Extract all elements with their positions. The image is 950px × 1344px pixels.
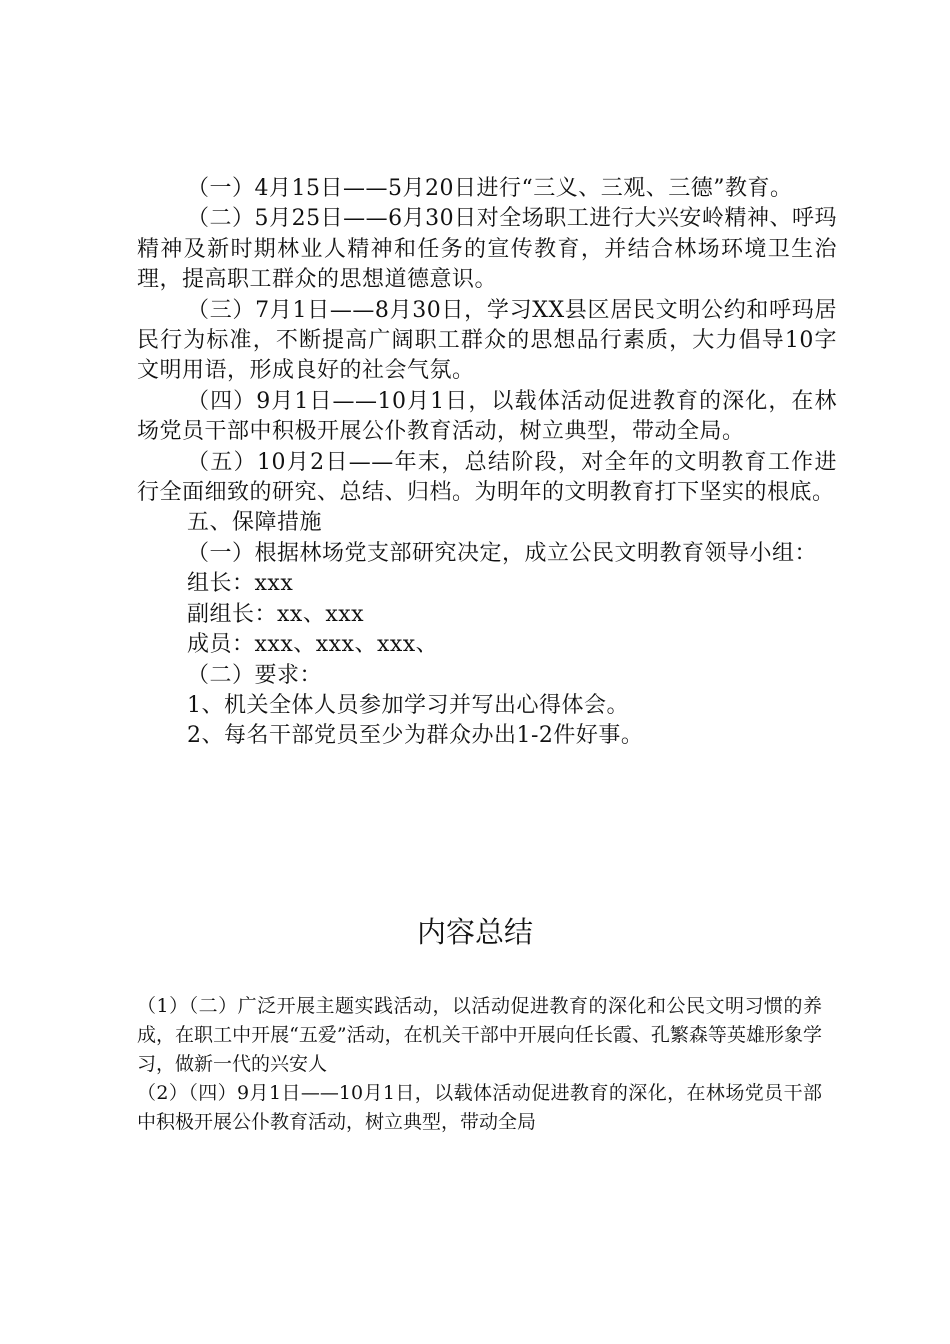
requirement-item: 1、机关全体人员参加学习并写出心得体会。 — [187, 692, 629, 718]
members-line: 成员：xxx、xxx、xxx、 — [187, 632, 439, 658]
summary-item: （1）（二）广泛开展主题实践活动，以活动促进教育的深化和公民文明习惯的养成，在职工中开展“五爱”活动，在机关干部中开展向任长霞、孔繁森等英雄形象学习，做新一代的兴安人 — [137, 995, 822, 1075]
body-paragraph: （一）4月15日——5月20日进行“三义、三观、三德”教育。 — [187, 176, 793, 201]
body-paragraph: （三）7月1日——8月30日，学习XX县区居民文明公约和呼玛居民行为标准，不断提高广阔职工群众的思想品行素质，大力倡导10字文明用语，形成良好的社会气氛。 — [137, 297, 837, 384]
body-paragraph: （五）10月2日——年末，总结阶段，对全年的文明教育工作进行全面细致的研究、总结、归档。为明年的文明教育打下坚实的根底。 — [137, 449, 837, 506]
section-heading: 五、保障措施 — [187, 510, 323, 536]
body-paragraph: （四）9月1日——10月1日，以载体活动促进教育的深化，在林场党员干部中积极开展公仆教育活动，树立典型，带动全局。 — [137, 388, 837, 445]
summary-title: 内容总结 — [416, 915, 533, 949]
document-body — [137, 174, 837, 752]
summary-item: （2）（四）9月1日——10月1日，以载体活动促进教育的深化，在林场党员干部中积极开展公仆教育活动，树立典型，带动全局 — [137, 1082, 822, 1133]
requirement-item: 2、每名干部党员至少为群众办出1-2件好事。 — [187, 723, 644, 749]
leader-line: 组长：xxx — [187, 571, 294, 597]
vice-leader-line: 副组长：xx、xxx — [187, 601, 365, 627]
group-intro-paragraph: （一）根据林场党支部研究决定，成立公民文明教育领导小组： — [187, 540, 818, 566]
summary-section — [137, 992, 822, 1137]
requirements-heading: （二）要求： — [187, 662, 323, 688]
body-paragraph: （二）5月25日——6月30日对全场职工进行大兴安岭精神、呼玛精神及新时期林业人精神和任务的宣传教育，并结合林场环境卫生治理，提高职工群众的思想道德意识。 — [137, 206, 837, 293]
